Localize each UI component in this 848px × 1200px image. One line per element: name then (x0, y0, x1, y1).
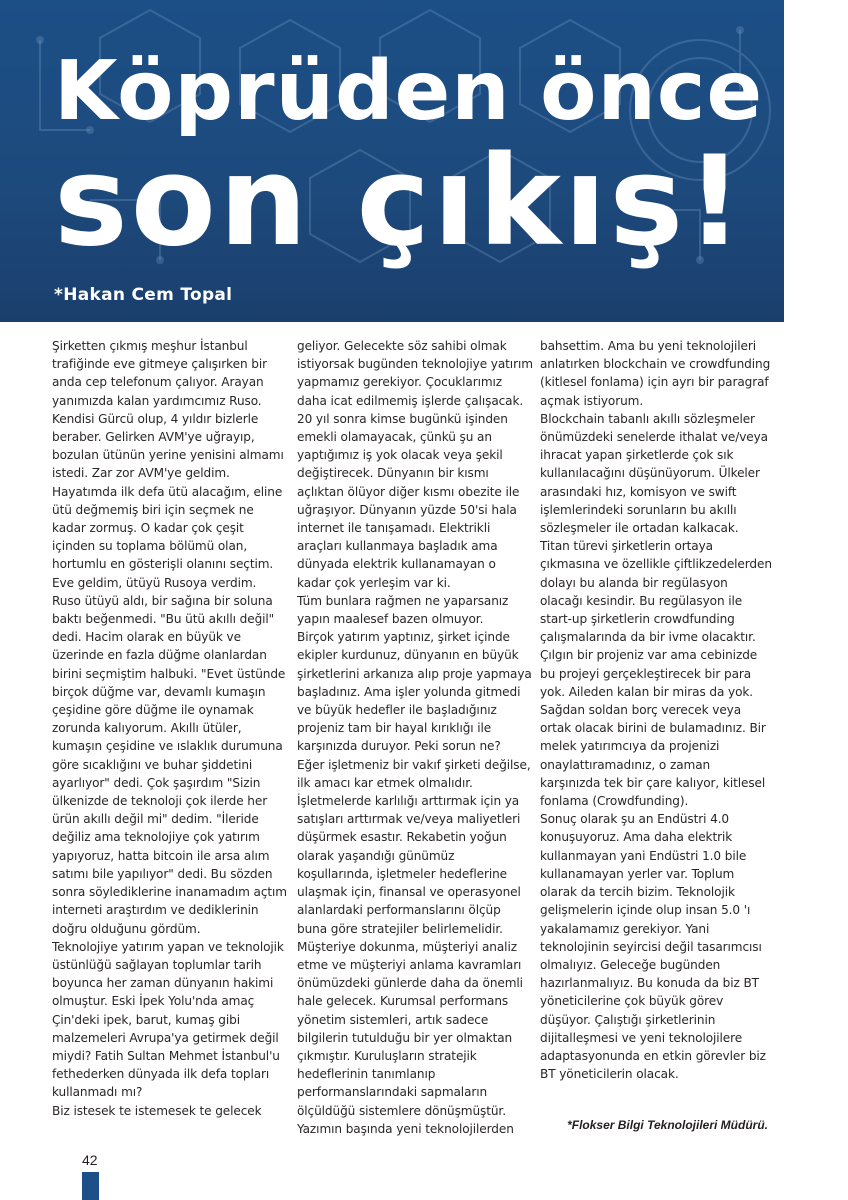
paragraph: Şirketten çıkmış meşhur İstanbul trafiğinde eve gitmeye çalışırken bir anda cep telefonum çalıyor. Arayan yanımızda kalan yardımcımız Ruso. Kendisi Gürcü olup, 4 yıldır bizlerle beraber. Gelirken AVM'ye uğrayıp, bozulan ütünün yerine yenisini almamı istedi. Zar zor AVM'ye geldim. Hayatımda ilk defa ütü alacağım, eline ütü değmemiş biri için seçmek ne kadar zormuş. O kadar çok çeşit içinden su toplama bölümü olan, hortumlu en gösterişli olanını seçtim. Eve geldim, ütüyü Rusoya verdim. Ruso ütüyü aldı, bir sağına bir soluna baktı beğenmedi. "Bu ütü akıllı değil" dedi. Hacim olarak en büyük ve üzerinde en fazla düğme olanlardan birini seçmiştim halbuki. "Evet üstünde birçok düğme var, devamlı kumaşın çeşidine göre düğme ile oynamak zorunda kalıyorum. Akıllı ütüler, kumaşın çeşidine ve ıslaklık durumuna göre sıcaklığını ve buhar şiddetini ayarlıyor" dedi. Çok şaşırdım "Sizin ülkenizde de teknoloji çok ilerde her ürün akıllı değil mi" dedim. "İleride değiliz ama teknolojiye çok yatırım yapıyoruz, hatta bitcoin ile arsa alım satımı bile yapılıyor" dedi. Bu sözden sonra söylediklerine inanamadım açtım interneti araştırdım ve dediklerinin doğru olduğunu gördüm. (52, 339, 287, 936)
page-number: 42 (82, 1152, 98, 1168)
article-title-line-2: son çıkış! (54, 130, 746, 274)
page-marker-bar (82, 1172, 99, 1200)
paragraph: Tüm bunlara rağmen ne yaparsanız yapın maalesef bazen olmuyor. (297, 593, 509, 627)
article-title-line-1: Köprüden önce (54, 44, 764, 139)
article-column-1 (52, 337, 288, 1137)
article-column-2 (297, 337, 533, 1137)
paragraph: Yazımın başında yeni teknolojilerden (297, 1121, 514, 1136)
paragraph: Çılgın bir projeniz var ama cebinizde bu projeyi gerçekleştirecek bir para yok. Aileden kalan bir miras da yok. Sağdan soldan borç verecek veya ortak olacak birini de bulamadınız. Bir melek yatırımcıya da projenizi onaylattıramadınız, o zaman karşınızda tek bir çare kalıyor, kitlesel fonlama (Crowdfunding). (540, 648, 766, 809)
paragraph: Titan türevi şirketlerin ortaya çıkmasına ve özellikle çiftlikzedelerden dolayı bu alanda bir regülasyon olacağı kesindir. Bu regülasyon ile start-up şirketlerin crowdfunding çalışmalarında da bir ivme olacaktır. (540, 539, 772, 645)
paragraph: Eğer işletmeniz bir vakıf şirketi değilse, ilk amacı kar etmek olmalıdır. İşletmelerde karlılığı arttırmak için ya satışları arttırmak ve/veya maliyetleri düşürmek esastır. Rekabetin yoğun olarak yaşandığı günümüz koşullarında, işletmeler hedeflerine ulaşmak için, finansal ve operasyonel alanlardaki performanslarını ölçüp buna göre stratejiler belirlemelidir. Müşteriye dokunma, müşteriyi analiz etme ve müşteriyi anlama kavramları önümüzdeki günlerde daha da önemli hale gelecek. Kurumsal performans yönetim sistemleri, artık sadece bilgilerin tutulduğu bir yer olmaktan çıkmıştır. Kuruluşların stratejik hedeflerinin tanımlanıp performanslarındaki sapmaların ölçüldüğü sistemlere dönüşmüştür. (297, 757, 531, 1118)
paragraph: bahsettim. Ama bu yeni teknolojileri anlatırken blockchain ve crowdfunding (kitlesel fonlama) için ayrı bir paragraf açmak istiyorum. (540, 339, 771, 408)
hero-banner (0, 0, 784, 322)
paragraph: Blockchain tabanlı akıllı sözleşmeler önümüzdeki senelerde ithalat ve/veya ihracat yapan şirketlerde çok sık kullanılacağını düşünüyorum. Ülkeler arasındaki hız, komisyon ve swift işlemlerindeki sorunların bu akıllı sözleşmeler ile ortadan kalkacak. (540, 411, 768, 536)
paragraph: Birçok yatırım yaptınız, şirket içinde ekipler kurdunuz, dünyanın en büyük şirketlerini arkanıza alıp proje yapmaya başladınız. Ama işler yolunda gitmedi ve büyük hedefler ile başladığınız projeniz tam bir hayal kırıklığı ile karşınızda duruyor. Peki sorun ne? (297, 630, 532, 754)
paragraph: geliyor. Gelecekte söz sahibi olmak istiyorsak bugünden teknolojiye yatırım yapmamız gerekiyor. Çocuklarımız daha icat edilmemiş işlerde çalışacak. 20 yıl sonra kimse bugünkü işinden emekli olamayacak, çünkü şu an yaptığımız iş yok olacak veya şekil değiştirecek. Dünyanın bir kısmı açlıktan ölüyor diğer kısmı obezite ile uğraşıyor. Dünyanın yüzde 50'si hala internet ile tanışamadı. Elektrikli araçları kullanmaya başladık ama dünyada elektrik kullanamayan o kadar çok yerleşim var ki. (297, 339, 533, 590)
author-byline: *Hakan Cem Topal (54, 285, 233, 305)
article-column-3 (540, 337, 772, 1137)
paragraph: Teknolojiye yatırım yapan ve teknolojik üstünlüğü sağlayan toplumlar tarih boyunca her zaman dünyanın hakimi olmuştur. Eski İpek Yolu'nda amaç Çin'deki ipek, barut, kumaş gibi malzemeleri Avrupa'ya getirmek değil miydi? Fatih Sultan Mehmet İstanbul'u fethederken dünyada ilk defa topları kullanmadı mı? (52, 939, 284, 1100)
paragraph: Sonuç olarak şu an Endüstri 4.0 konuşuyoruz. Ama daha elektrik kullanmayan yani Endüstri 1.0 bile kullanamayan yerler var. Toplum olarak da tercih bizim. Teknolojik gelişmelerin içinde olup insan 5.0 'ı yakalamamız gerekiyor. Yani teknolojinin seyircisi değil tasarımcısı olmalıyız. Geleceğe bugünden hazırlanmalıyız. Bu konuda da biz BT yöneticilerine çok büyük görev düşüyor. Çalıştığı şirketlerinin dijitalleşmesi ve yeni teknolojilere adaptasyonunda en etkin görevler biz BT yöneticilerin olacak. (540, 812, 766, 1082)
paragraph: Biz istesek te istemesek te gelecek (52, 1103, 262, 1118)
author-footnote: *Flokser Bilgi Teknolojileri Müdürü. (567, 1118, 768, 1132)
